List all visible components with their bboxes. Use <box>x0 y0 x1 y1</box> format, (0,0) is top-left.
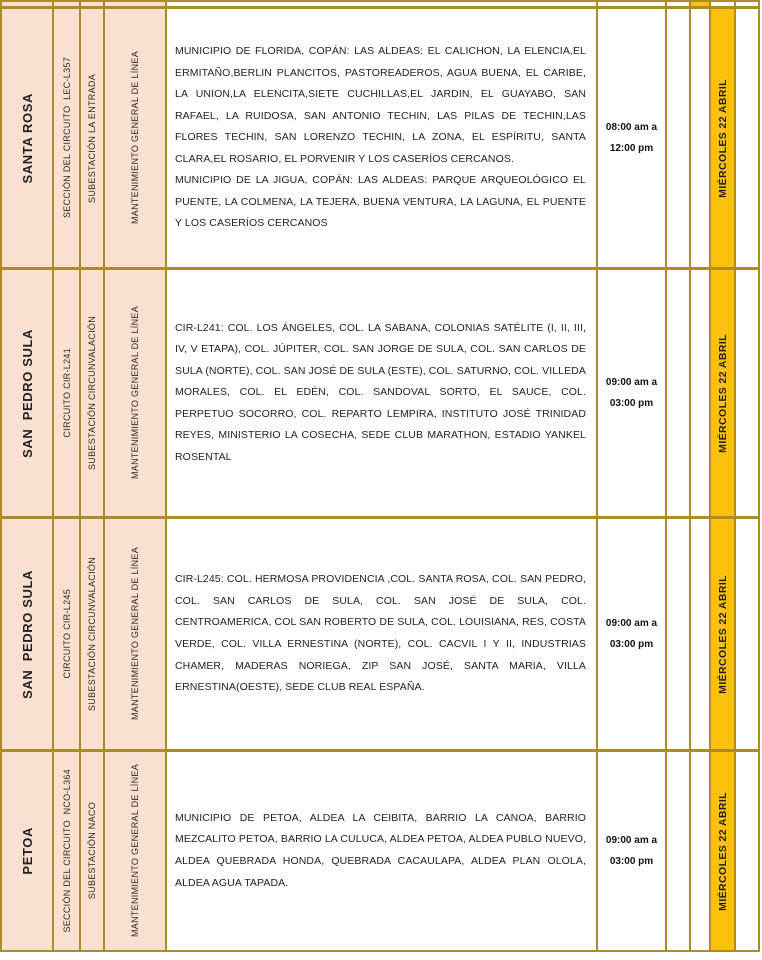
affected-areas-cell <box>167 9 596 267</box>
date-label: MIÉRCOLES 22 ABRIL <box>716 574 729 694</box>
substation-cell <box>81 519 103 749</box>
circuit-cell <box>54 519 79 749</box>
time-range <box>606 372 657 414</box>
work-type-label: MANTENIMIENTO GENERAL DE LÍNEA <box>130 51 140 225</box>
affected-areas-text <box>167 563 596 704</box>
areas-paragraph: MUNICIPIO DE PETOA, ALDEA LA CEIBITA, BARRIO LA CANOA, BARRIO MEZCALITO PETOA, BARRIO LA CULUCA, ALDEA PETOA, ALDEA PUBLO NUEVO, ALDEA QUEBRADA HONDA, QUEBRADA CACAULAPA, ALDEA PLAN OLOLA, ALDEA AGUA TAPADA. <box>175 811 586 889</box>
substation-label: SUBESTACIÓN NACO <box>87 802 97 900</box>
time-end: 03:00 pm <box>609 856 654 867</box>
clipped-row-spacer-cell <box>736 2 758 6</box>
work-type-cell <box>105 519 165 749</box>
affected-areas-cell <box>167 752 596 950</box>
empty-day-cell <box>691 752 709 950</box>
substation-label: SUBESTACIÓN CIRCUNVALACIÓN <box>87 557 97 711</box>
clipped-row-spacer-cell <box>711 2 734 6</box>
clipped-row-time-cell <box>598 2 665 6</box>
clipped-row-date-cell <box>691 2 709 6</box>
areas-paragraph: MUNICIPIO DE LA JIGUA, COPÁN: LAS ALDEAS: PARQUE ARQUEOLÓGICO EL PUENTE, LA COLMENA, LA TEJERA, BUENA VENTURA, LA LAGUNA, EL PUENTE Y LOS CASERÍOS CERCANOS <box>175 174 586 230</box>
time-start: 09:00 am a <box>605 835 658 846</box>
clipped-row-spacer-cell <box>667 2 689 6</box>
time-start: 09:00 am a <box>605 377 658 388</box>
empty-day-cell <box>736 752 758 950</box>
empty-day-cell <box>691 9 709 267</box>
clipped-row-circuit-cell <box>54 2 79 6</box>
work-type-label: MANTENIMIENTO GENERAL DE LÍNEA <box>130 764 140 938</box>
circuit-label: CIRCUITO CIR-L241 <box>61 348 72 438</box>
date-label: MIÉRCOLES 22 ABRIL <box>716 78 729 198</box>
date-label: MIÉRCOLES 22 ABRIL <box>716 333 729 453</box>
region-label: SANTA ROSA <box>19 92 35 184</box>
empty-day-cell <box>736 9 758 267</box>
empty-day-cell <box>667 519 689 749</box>
date-cell <box>711 270 734 516</box>
region-cell <box>2 519 52 749</box>
date-cell <box>711 752 734 950</box>
work-type-cell <box>105 270 165 516</box>
empty-day-cell <box>691 519 709 749</box>
date-label: MIÉRCOLES 22 ABRIL <box>716 791 729 911</box>
work-type-label: MANTENIMIENTO GENERAL DE LÍNEA <box>130 547 140 721</box>
time-cell <box>598 270 665 516</box>
region-label: SAN PEDRO SULA <box>19 569 35 699</box>
areas-paragraph: CIR-L241: COL. LOS ÁNGELES, COL. LA SABANA, COLONIAS SATÉLITE (I, II, III, IV, V ETAPA), COL. JÚPITER, COL. SAN JORGE DE SULA, COL. SAN CARLOS DE SULA (NORTE), COL. SAN JOSÉ DE SULA (ESTE), COL. SATURNO, COL. VILLEDA MORALES, COL. EL EDÉN, COL. SANDOVAL SORTO, EL SAUCE, COL. PERPETUO SOCORRO, COL. REPARTO LEMPIRA, INSTITUTO JOSÉ TRINIDAD REYES, MINISTERIO LA COSECHA, SEDE CLUB MARATHON, ESTADIO YANKEL ROSENTAL <box>175 321 586 463</box>
circuit-cell <box>54 9 79 267</box>
circuit-cell <box>54 752 79 950</box>
empty-day-cell <box>691 270 709 516</box>
region-cell <box>2 270 52 516</box>
substation-cell <box>81 752 103 950</box>
circuit-cell <box>54 270 79 516</box>
substation-cell <box>81 9 103 267</box>
region-label: PETOA <box>19 827 35 875</box>
time-end: 03:00 pm <box>609 398 654 409</box>
region-cell <box>2 9 52 267</box>
clipped-row-substation-cell <box>81 2 103 6</box>
time-range <box>606 830 657 872</box>
empty-day-cell <box>667 270 689 516</box>
region-cell <box>2 752 52 950</box>
work-type-label: MANTENIMIENTO GENERAL DE LÍNEA <box>130 306 140 480</box>
empty-day-cell <box>736 270 758 516</box>
clipped-row-work-cell <box>105 2 165 6</box>
time-cell <box>598 9 665 267</box>
clipped-row-areas-cell <box>167 2 596 6</box>
areas-paragraph: MUNICIPIO DE FLORIDA, COPÁN: LAS ALDEAS: EL CALICHON, LA ELENCIA,EL ERMITAÑO,BERLIN PLANCITOS, PASTOREADEROS, AGUA BUENA, EL CARIBE, LA UNION,LA ELENCITA,SIETE CUCHILLAS,EL JARDIN, EL GUAYABO, SAN RAFAEL, LA RUIDOSA, SAN ANTONIO TECHIN, LAS PILAS DE TECHIN,LAS FLORES TECHIN, SAN LORENZO TECHIN, LA ZONA, EL ESPÍRITU, SANTA CLARA,EL ROSARIO, EL PORVENIR Y LOS CASERÍOS CERCANOS. <box>175 45 586 165</box>
affected-areas-text <box>167 802 596 900</box>
time-range <box>606 117 657 159</box>
clipped-row-region-cell <box>2 2 52 6</box>
circuit-label: SECCIÓN DEL CIRCUITO LEC-L357 <box>61 57 72 219</box>
areas-paragraph: CIR-L245: COL. HERMOSA PROVIDENCIA ,COL. SANTA ROSA, COL. SAN PEDRO, COL. SAN CARLOS DE SULA, COL. SAN JOSÉ DE SULA, COL. CENTROAMERICA, COL SAN ROBERTO DE SULA, COL. LOUISIANA, RES, COSTA VERDE, COL. VILLA ERNESTINA (NORTE), COL. CACVIL I Y II, INDUSTRIAS CHAMER, MADERAS NORIEGA, ZIP SAN JOSÉ, SANTA MARIA, VILLA ERNESTINA(OESTE), SEDE CLUB REAL ESPAÑA. <box>175 573 586 694</box>
substation-label: SUBESTACIÓN CIRCUNVALACIÓN <box>87 316 97 470</box>
affected-areas-cell <box>167 519 596 749</box>
circuit-label: CIRCUITO CIR-L245 <box>61 589 72 679</box>
empty-day-cell <box>667 9 689 267</box>
date-cell <box>711 519 734 749</box>
affected-areas-text <box>167 312 596 475</box>
time-cell <box>598 519 665 749</box>
affected-areas-cell <box>167 270 596 516</box>
empty-day-cell <box>667 752 689 950</box>
time-start: 09:00 am a <box>605 618 658 629</box>
circuit-label: SECCIÓN DEL CIRCUITO NCO-L364 <box>61 769 72 933</box>
region-label: SAN PEDRO SULA <box>19 328 35 458</box>
work-type-cell <box>105 9 165 267</box>
substation-cell <box>81 270 103 516</box>
work-type-cell <box>105 752 165 950</box>
time-end: 12:00 pm <box>609 143 654 154</box>
time-cell <box>598 752 665 950</box>
affected-areas-text <box>167 35 596 241</box>
time-range <box>606 613 657 655</box>
empty-day-cell <box>736 519 758 749</box>
time-start: 08:00 am a <box>605 122 658 133</box>
time-end: 03:00 pm <box>609 639 654 650</box>
date-cell <box>711 9 734 267</box>
substation-label: SUBESTACIÓN LA ENTRADA <box>87 73 97 203</box>
